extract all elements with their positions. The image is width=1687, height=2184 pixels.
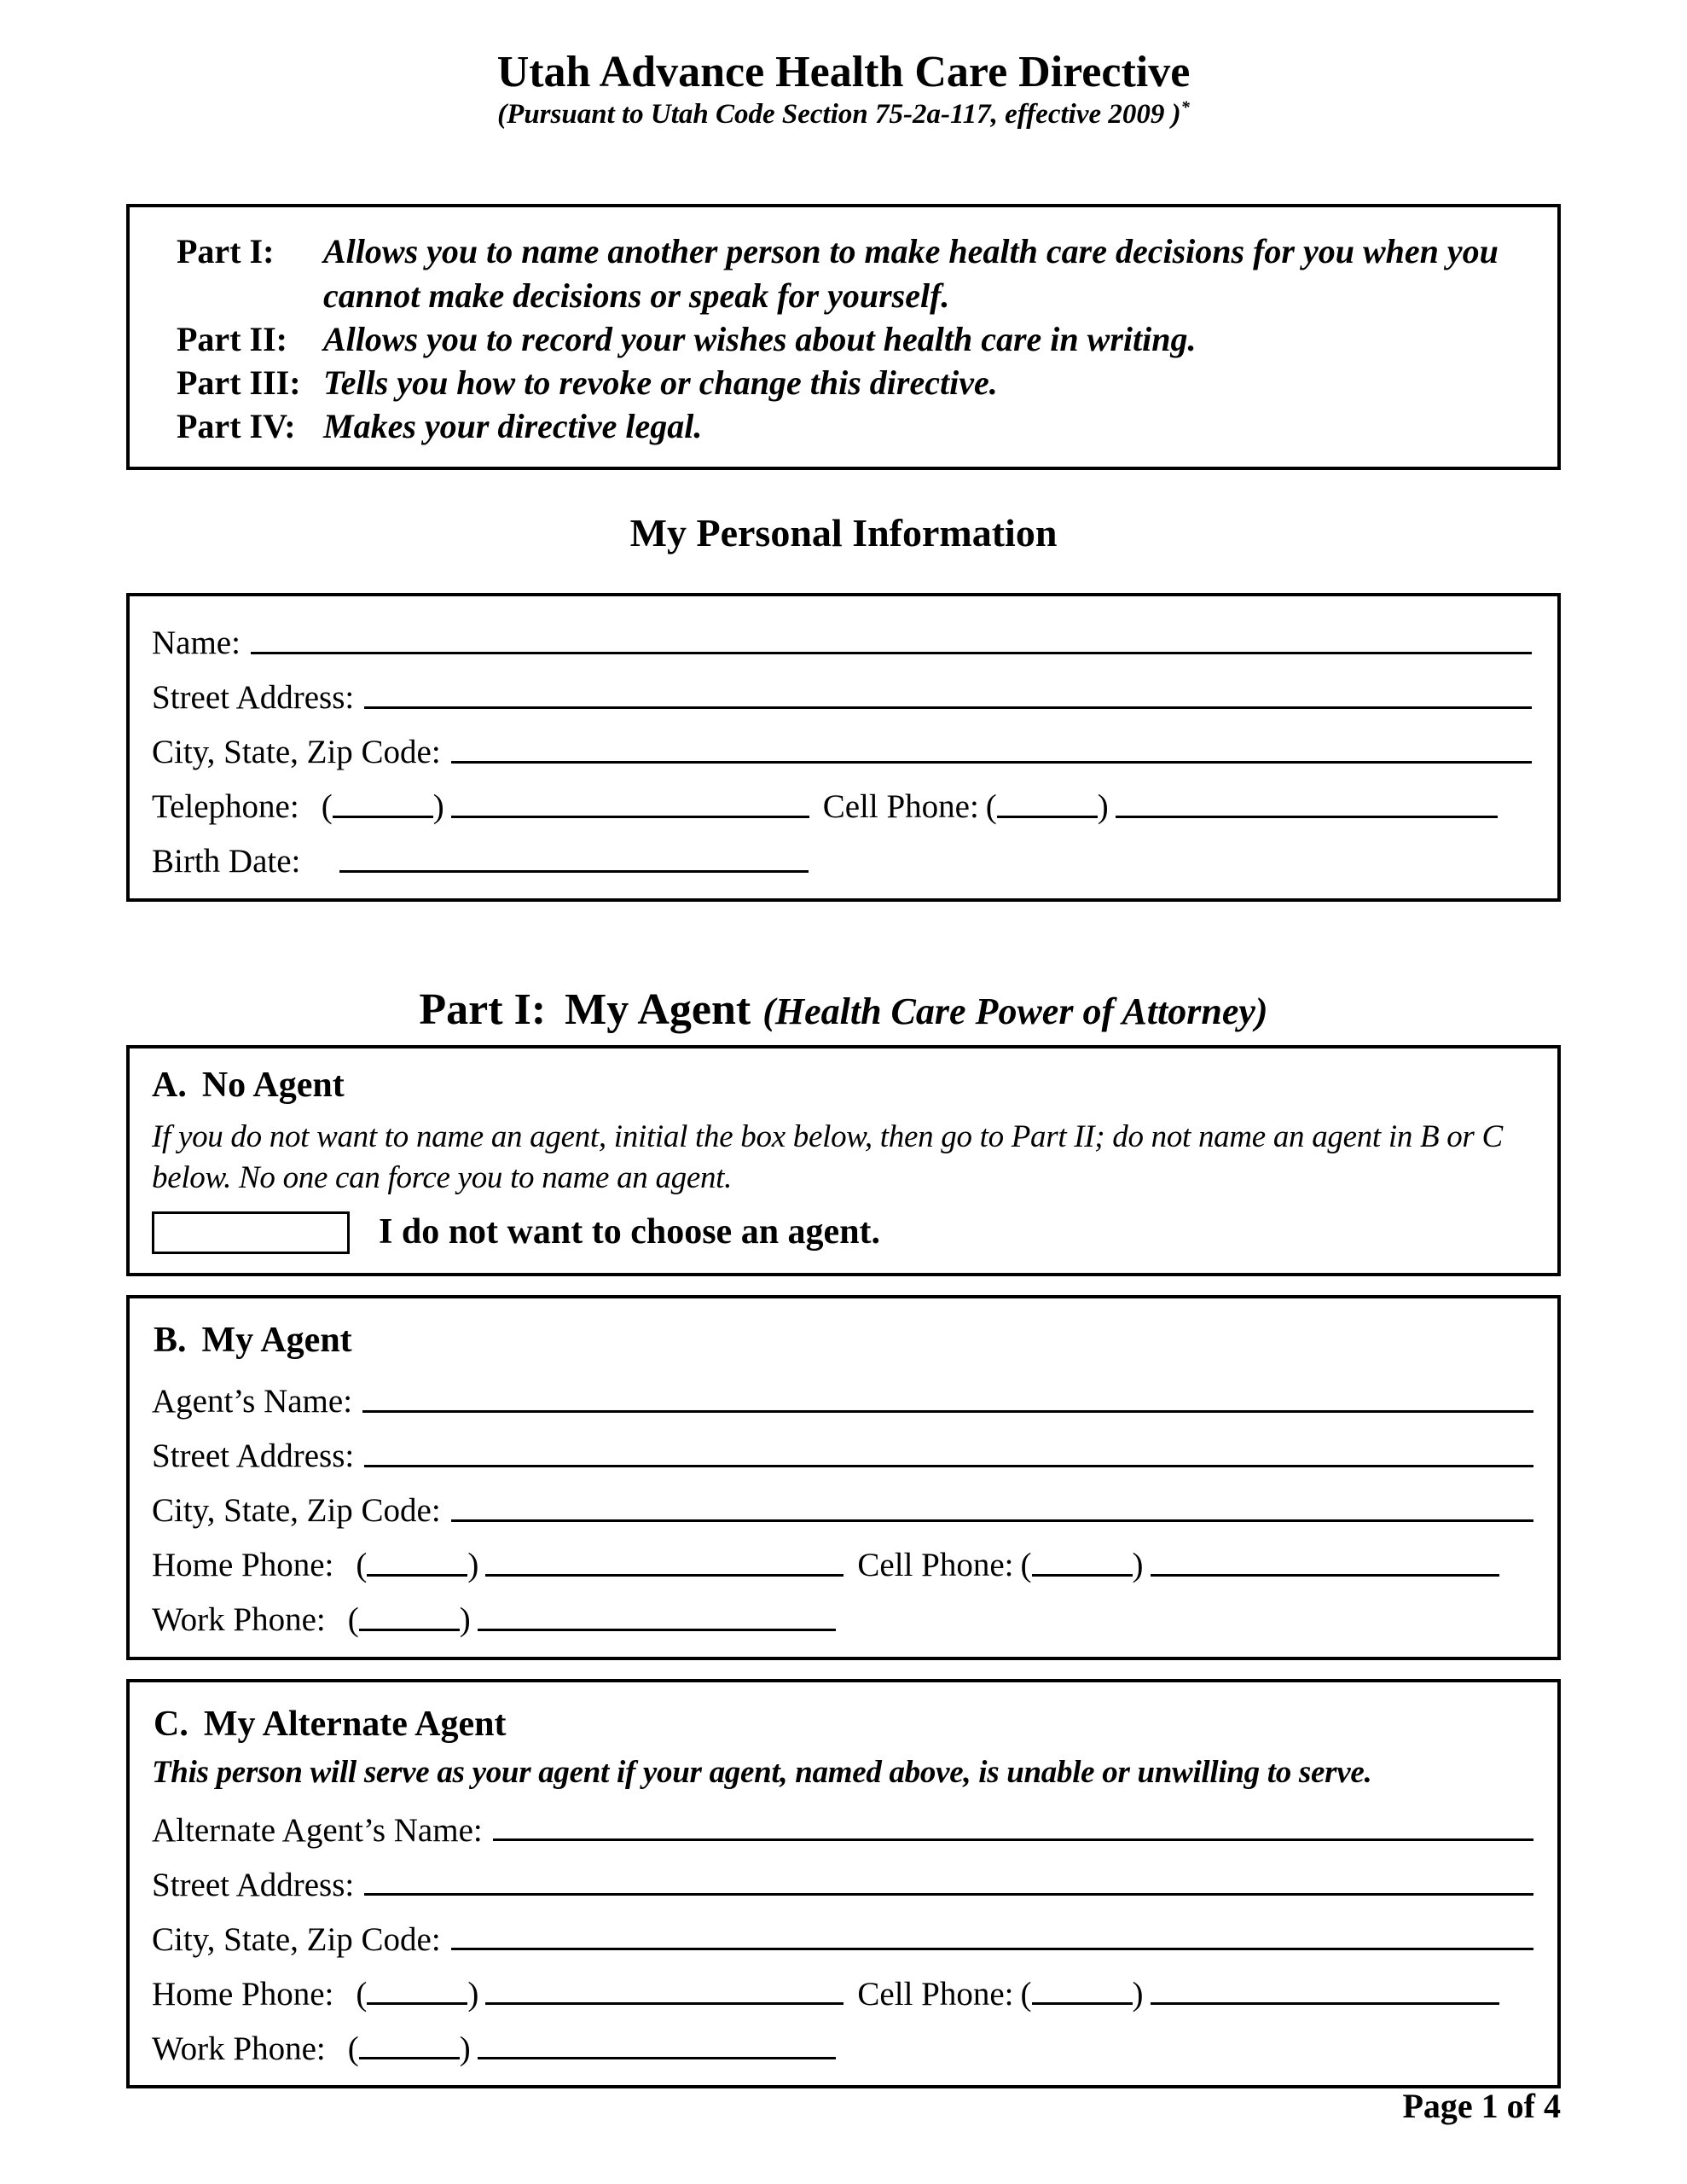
alternate-agent-work-phone-row xyxy=(152,2012,1533,2066)
close-paren: ) xyxy=(459,1601,471,1639)
personal-telephone-label: Telephone: xyxy=(152,787,299,825)
alternate-agent-street-label: Street Address: xyxy=(152,1866,355,1903)
alternate-agent-street-fill-line[interactable] xyxy=(364,1893,1533,1896)
subtitle-footnote-marker: * xyxy=(1180,98,1190,118)
close-paren: ) xyxy=(432,787,444,825)
personal-birthdate-label: Birth Date: xyxy=(152,842,301,880)
part1-heading-main xyxy=(419,985,751,1034)
section-c-instructions: This person will serve as your agent if your agent, named above, is unable or unwilling to serve. xyxy=(152,1755,1372,1791)
personal-name-fill-line[interactable] xyxy=(251,652,1532,654)
alternate-agent-phone-row xyxy=(152,1957,1533,2012)
alternate-agent-name-fill-line[interactable] xyxy=(493,1838,1533,1841)
personal-street-label: Street Address: xyxy=(152,678,355,716)
part-overview-item-1 xyxy=(177,229,1515,317)
section-a-title: No Agent xyxy=(201,1066,345,1105)
no-agent-initial-box[interactable] xyxy=(152,1211,350,1254)
personal-cell-label: Cell Phone: xyxy=(822,787,979,825)
agent-street-label: Street Address: xyxy=(152,1438,355,1475)
section-b-heading xyxy=(154,1319,1533,1362)
subtitle-text: (Pursuant to Utah Code Section 75-2a-117, effective 2009 ) xyxy=(497,99,1181,131)
agent-city-label: City, State, Zip Code: xyxy=(152,1492,441,1530)
close-paren: ) xyxy=(1132,1547,1144,1584)
alternate-agent-name-label: Alternate Agent’s Name: xyxy=(152,1811,483,1849)
personal-name-label: Name: xyxy=(152,624,241,661)
section-c-heading xyxy=(154,1703,1533,1745)
agent-work-area-code-line[interactable] xyxy=(359,1629,460,1631)
section-c-title: My Alternate Agent xyxy=(203,1704,507,1744)
agent-city-row xyxy=(152,1474,1533,1529)
open-paren: ( xyxy=(356,1975,368,2013)
agent-work-phone-row xyxy=(152,1583,1533,1638)
alternate-agent-city-fill-line[interactable] xyxy=(451,1948,1533,1950)
section-c-letter: C. xyxy=(154,1704,188,1744)
section-b-box xyxy=(126,1295,1561,1660)
alternate-agent-home-area-code-line[interactable] xyxy=(367,2002,467,2005)
page-title: Utah Advance Health Care Directive xyxy=(496,48,1191,96)
agent-name-fill-line[interactable] xyxy=(362,1410,1533,1413)
part-1-description: Allows you to name another person to make health care decisions for you when you cannot make decisions or speak for yourself. xyxy=(323,232,1499,315)
alternate-agent-work-phone-label: Work Phone: xyxy=(152,2030,326,2067)
personal-phone-row xyxy=(152,770,1532,825)
open-paren: ( xyxy=(1020,1547,1032,1584)
personal-birthdate-row xyxy=(152,825,1532,880)
part-overview-item-4 xyxy=(177,404,1515,448)
part-1-label: Part I: xyxy=(177,232,275,271)
agent-street-fill-line[interactable] xyxy=(364,1465,1533,1467)
agent-street-row xyxy=(152,1420,1533,1474)
part-4-description: Makes your directive legal. xyxy=(323,407,703,446)
agent-cell-area-code-line[interactable] xyxy=(1032,1574,1133,1577)
agent-city-fill-line[interactable] xyxy=(451,1519,1533,1522)
part-4-label: Part IV: xyxy=(177,407,296,446)
section-a-heading xyxy=(152,1064,1533,1107)
agent-home-phone-label: Home Phone: xyxy=(152,1547,334,1584)
alternate-agent-city-label: City, State, Zip Code: xyxy=(152,1920,441,1958)
close-paren: ) xyxy=(467,1975,479,2013)
open-paren: ( xyxy=(356,1547,368,1584)
close-paren: ) xyxy=(467,1547,479,1584)
open-paren: ( xyxy=(1020,1975,1032,2013)
agent-work-number-line[interactable] xyxy=(478,1629,836,1631)
page-subtitle xyxy=(126,97,1561,132)
personal-name-row xyxy=(152,607,1532,661)
agent-cell-label: Cell Phone: xyxy=(857,1547,1014,1584)
personal-telephone-area-code-line[interactable] xyxy=(333,816,433,818)
part1-heading xyxy=(126,984,1561,1037)
close-paren: ) xyxy=(1132,1975,1144,2013)
part-2-label: Part II: xyxy=(177,319,287,358)
alternate-agent-city-row xyxy=(152,1902,1533,1957)
part-3-description: Tells you how to revoke or change this directive. xyxy=(323,363,998,403)
personal-street-row xyxy=(152,661,1532,716)
personal-city-row xyxy=(152,716,1532,770)
agent-work-phone-label: Work Phone: xyxy=(152,1601,326,1639)
part1-heading-label: Part I: xyxy=(419,985,547,1034)
alternate-agent-home-phone-label: Home Phone: xyxy=(152,1975,334,2013)
open-paren: ( xyxy=(347,2030,359,2067)
no-agent-initial-row xyxy=(152,1211,1533,1254)
alternate-agent-cell-number-line[interactable] xyxy=(1151,2002,1500,2005)
close-paren: ) xyxy=(459,2030,471,2067)
personal-info-heading: My Personal Information xyxy=(629,511,1058,555)
alternate-agent-street-row xyxy=(152,1848,1533,1902)
alternate-agent-cell-label: Cell Phone: xyxy=(857,1975,1014,2013)
personal-telephone-number-line[interactable] xyxy=(451,816,809,818)
alternate-agent-cell-area-code-line[interactable] xyxy=(1032,2002,1133,2005)
personal-city-label: City, State, Zip Code: xyxy=(152,733,441,770)
personal-cell-number-line[interactable] xyxy=(1116,816,1498,818)
part-overview-item-2 xyxy=(177,317,1515,361)
section-a-instructions: If you do not want to name an agent, initial the box below, then go to Part II; do not name an agent in B or C below. No one can force you to name an agent. xyxy=(152,1119,1503,1196)
part1-heading-paren: (Health Care Power of Attorney) xyxy=(762,990,1268,1032)
personal-birthdate-fill-line[interactable] xyxy=(339,870,809,873)
open-paren: ( xyxy=(985,787,997,825)
part-3-label: Part III: xyxy=(177,363,301,403)
personal-cell-area-code-line[interactable] xyxy=(997,816,1098,818)
section-a-box xyxy=(126,1045,1561,1276)
agent-name-label: Agent’s Name: xyxy=(152,1383,353,1420)
section-c-box xyxy=(126,1679,1561,2088)
part1-heading-name: My Agent xyxy=(565,985,751,1034)
alternate-agent-work-number-line[interactable] xyxy=(478,2057,836,2059)
section-b-title: My Agent xyxy=(201,1320,352,1360)
alternate-agent-home-number-line[interactable] xyxy=(485,2002,844,2005)
parts-overview-box xyxy=(126,204,1561,470)
personal-city-fill-line[interactable] xyxy=(451,761,1532,764)
section-a-letter: A. xyxy=(152,1066,187,1105)
agent-home-number-line[interactable] xyxy=(485,1574,844,1577)
page-number: Page 1 of 4 xyxy=(1402,2087,1561,2125)
part-2-description: Allows you to record your wishes about health care in writing. xyxy=(323,319,1197,358)
agent-name-row xyxy=(152,1365,1533,1420)
section-b-letter: B. xyxy=(154,1320,187,1360)
alternate-agent-name-row xyxy=(152,1793,1533,1848)
alternate-agent-work-area-code-line[interactable] xyxy=(359,2057,460,2059)
no-agent-option-label: I do not want to choose an agent. xyxy=(379,1212,881,1252)
agent-cell-number-line[interactable] xyxy=(1151,1574,1500,1577)
part-overview-item-3 xyxy=(177,361,1515,404)
open-paren: ( xyxy=(347,1601,359,1639)
close-paren: ) xyxy=(1097,787,1109,825)
open-paren: ( xyxy=(321,787,333,825)
agent-phone-row xyxy=(152,1529,1533,1583)
personal-street-fill-line[interactable] xyxy=(364,706,1532,709)
agent-home-area-code-line[interactable] xyxy=(367,1574,467,1577)
personal-info-box xyxy=(126,593,1561,902)
page-content xyxy=(0,48,1687,2088)
